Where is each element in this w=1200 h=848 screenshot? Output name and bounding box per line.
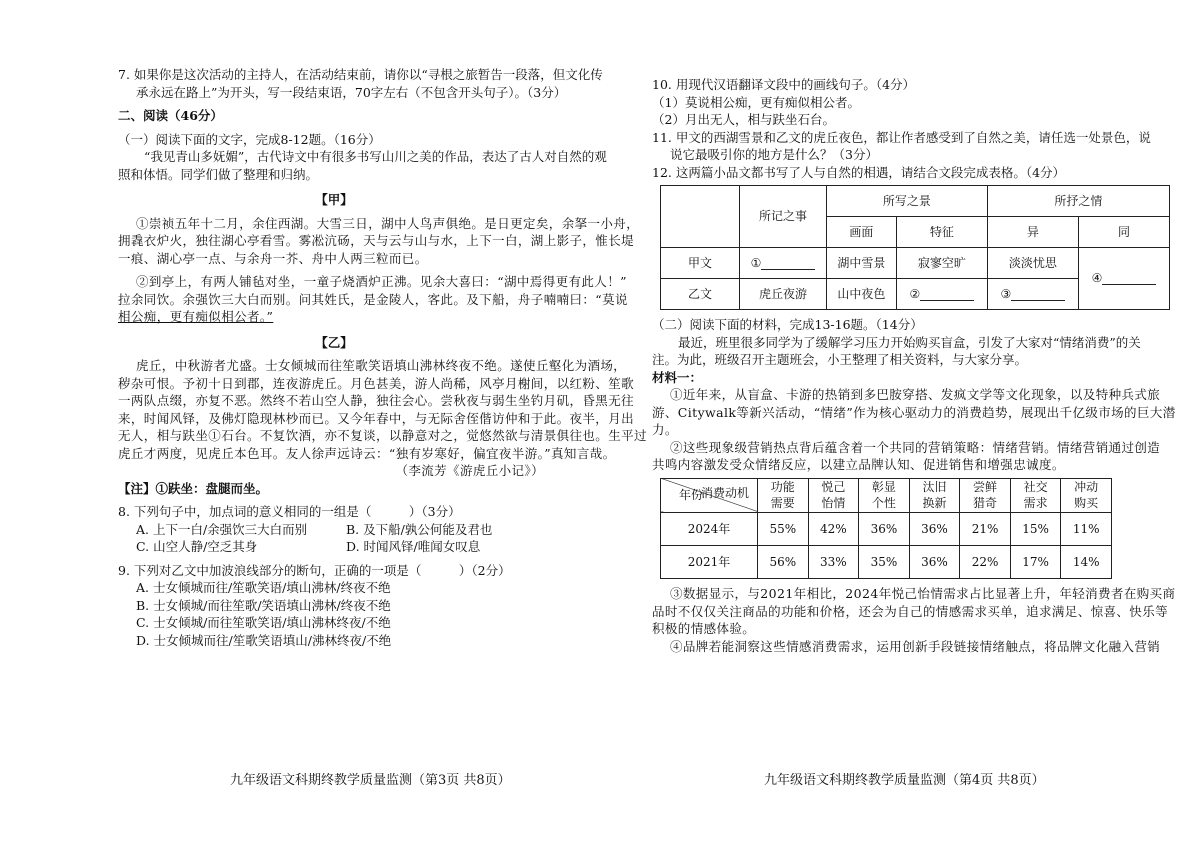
m2-line-2: 共鸣内容激发受众情绪反应，以建立品牌认知、促进销售和增强忠诚度。 bbox=[652, 457, 1065, 472]
q7-line-2: 承永远在路上”为开头，写一段结束语，70字左右（不包含开头句子）。（3分） bbox=[136, 84, 567, 100]
corner-motive: 消费动机 bbox=[700, 485, 749, 500]
m3-line-3: 积极的情感体验。 bbox=[652, 621, 756, 637]
row-label-jia: 甲文 bbox=[661, 248, 740, 279]
part2-instruction: （二）阅读下面的材料，完成13-16题。（14分） bbox=[652, 317, 923, 332]
table-cell: 14% bbox=[1061, 546, 1112, 579]
blank-3-cell[interactable]: ③ bbox=[987, 279, 1078, 310]
jia-p2-line-2: 拉余同饮。余强饮三大白而别。问其姓氏，是金陵人，客此。及下船，舟子喃喃曰：“莫说 bbox=[118, 291, 628, 307]
yi-line-1: 虎丘，中秋游者尤盛。士女倾城而往笙歌笑语填山沸林终夜不绝。遂使丘壑化为酒场， bbox=[136, 358, 627, 373]
page-4 bbox=[600, 0, 1200, 848]
q8-options bbox=[118, 521, 550, 556]
m1-line-2: 游、Citywalk等新兴活动，“情绪”作为核心驱动力的消费趋势，展现出千亿级市场的巨大潜 bbox=[652, 404, 1176, 420]
underlined-sentence: 相公痴，更有痴似相公者。” bbox=[118, 309, 274, 324]
q7-line-1: 7. 如果你是这次活动的主持人，在活动结束前，请你以“寻根之旅暂告一段落，但文化传 bbox=[118, 67, 603, 82]
yi-line-2: 秽杂可恨。予初十日到郡，连夜游虎丘。月色甚美，游人尚稀，风亭月榭间，以红粉、笙歌 bbox=[118, 375, 635, 391]
table-diagonal-header bbox=[661, 478, 758, 513]
col-header-3: 彰显 个性 bbox=[859, 478, 910, 513]
q9-option-a: A. 士女倾城而往/笙歌笑语/填山沸林/终夜不绝 bbox=[136, 580, 391, 595]
jia-picture: 湖中雪景 bbox=[827, 248, 897, 279]
header-event: 所记之事 bbox=[740, 186, 827, 248]
blank-2-cell[interactable]: ② bbox=[896, 279, 987, 310]
table-cell: 56% bbox=[758, 546, 809, 579]
q11-line-2: 说它最吸引你的地方是什么？（3分） bbox=[670, 147, 878, 162]
corner-year: 年份 bbox=[679, 488, 704, 503]
jia-p1-line-3: 一痕、湖心亭一点、与余舟一芥、舟中人两三粒而已。 bbox=[118, 250, 428, 266]
passage-source: （李流芳《游虎丘小记》） bbox=[395, 463, 544, 478]
table-cell: 17% bbox=[1010, 546, 1061, 579]
header-difference: 异 bbox=[987, 217, 1078, 248]
header-picture: 画面 bbox=[827, 217, 897, 248]
page-footer: 九年级语文科期终教学质量监测（第3页 共8页） bbox=[230, 773, 511, 788]
q8-stem: 8. 下列句子中，加点词的意义相同的一组是（ ）（3分） bbox=[118, 504, 461, 519]
q10-item-1: （1）莫说相公痴，更有痴似相公者。 bbox=[652, 94, 860, 110]
yi-event: 虎丘夜游 bbox=[740, 279, 827, 310]
jia-feature: 寂寥空旷 bbox=[896, 248, 987, 279]
table-cell: 35% bbox=[859, 546, 910, 579]
intro-line-1: “我见青山多妩媚”，古代诗文中有很多书写山川之美的作品，表达了古人对自然的观 bbox=[144, 149, 607, 164]
m1-line-1: ①近年来，从盲盒、卡游的热销到多巴胺穿搭、发疯文学等文化现象，以及特种兵式旅 bbox=[670, 387, 1161, 402]
q10-item-2: （2）月出无人，相与趺坐石台。 bbox=[652, 112, 835, 127]
row-year: 2024年 bbox=[661, 513, 758, 546]
answer-blank-4[interactable] bbox=[1102, 272, 1156, 285]
col-header-5: 尝鲜 猎奇 bbox=[960, 478, 1011, 513]
m2-line-1: ②这些现象级营销热点背后蕴含着一个共同的营销策略：情绪营销。情绪营销通过创造 bbox=[670, 439, 1161, 455]
table-cell: 11% bbox=[1061, 513, 1112, 546]
col-header-6: 社交 需求 bbox=[1010, 478, 1061, 513]
intro2-line-1: 最近，班里很多同学为了缓解学习压力开始购买盲盒，引发了大家对“情绪消费”的关 bbox=[678, 334, 1141, 350]
table-cell: 36% bbox=[909, 513, 960, 546]
q9-option-c: C. 士女倾城/而往笙歌笑语/填山沸林终夜/不绝 bbox=[136, 615, 391, 630]
page-footer: 九年级语文科期终教学质量监测（第4页 共8页） bbox=[764, 773, 1045, 788]
q8-option-d: D. 时闻风铎/唯闻女叹息 bbox=[346, 539, 481, 554]
consumption-motive-table bbox=[660, 478, 1112, 580]
col-header-7: 冲动 购买 bbox=[1061, 478, 1112, 513]
table-cell: 55% bbox=[758, 513, 809, 546]
table-row bbox=[661, 513, 1112, 546]
table-corner bbox=[661, 186, 740, 248]
q10-stem: 10. 用现代汉语翻译文段中的画线句子。（4分） bbox=[652, 77, 916, 92]
jia-p1-line-2: 拥毳衣炉火，独往湖心亭看雪。雾凇沆砀，天与云与山与水，上下一白，湖上影子，惟长堤 bbox=[118, 233, 635, 248]
part1-instruction: （一）阅读下面的文字，完成8-12题。（16分） bbox=[118, 131, 381, 147]
q9-stem: 9. 下列对乙文中加波浪线部分的断句，正确的一项是（ ）（2分） bbox=[118, 562, 511, 578]
header-same: 同 bbox=[1078, 217, 1169, 248]
blank-4-cell[interactable]: ④ bbox=[1078, 248, 1169, 310]
q8-option-c: C. 山空人静/空乏其身 bbox=[136, 539, 258, 554]
yi-picture: 山中夜色 bbox=[827, 279, 897, 310]
intro2-line-2: 注。为此，班级召开主题班会，小王整理了相关资料，与大家分享。 bbox=[652, 352, 1028, 367]
table-cell: 42% bbox=[808, 513, 859, 546]
m3-line-1: ③数据显示，与2021年相比，2024年悦己怡情需求占比显著上升，年轻消费者在购买商 bbox=[670, 586, 1176, 602]
table-cell: 21% bbox=[960, 513, 1011, 546]
material-1-label: 材料一： bbox=[652, 369, 703, 385]
header-feeling: 所抒之情 bbox=[987, 186, 1169, 217]
header-scene: 所写之景 bbox=[827, 186, 988, 217]
q8-option-b: B. 及下船/孰公何能及君也 bbox=[346, 521, 493, 537]
answer-blank-2[interactable] bbox=[920, 288, 974, 301]
jia-difference: 淡淡忧思 bbox=[987, 248, 1078, 279]
intro-line-2: 照和体悟。同学们做了整理和归纳。 bbox=[118, 166, 319, 182]
section-reading-title: 二、阅读（46分） bbox=[118, 108, 223, 123]
table-row bbox=[661, 546, 1112, 579]
col-header-1: 功能 需要 bbox=[758, 478, 809, 513]
table-cell: 33% bbox=[808, 546, 859, 579]
yi-line-4: 来，时闻风铎，及佛灯隐现林杪而已。又今年春中，与无际舍侄偕访仲和于此。夜半，月出 bbox=[118, 410, 635, 426]
answer-blank-3[interactable] bbox=[1011, 288, 1065, 301]
col-header-2: 悦己 怡情 bbox=[808, 478, 859, 513]
q12-stem: 12. 这两篇小品文都书写了人与自然的相遇，请结合文段完成表格。（4分） bbox=[652, 164, 1066, 180]
m4-line-1: ④品牌若能洞察这些情感消费需求，运用创新手段链接情绪触点，将品牌文化融入营销 bbox=[670, 638, 1161, 654]
q11-line-1: 11. 甲文的西湖雪景和乙文的虎丘夜色，都让作者感受到了自然之美，请任选一处景色，说 bbox=[652, 129, 1151, 145]
jia-p2-line-1: ②到亭上，有两人铺毡对坐，一童子烧酒炉正沸。见余大喜曰：“湖中焉得更有此人！” bbox=[136, 274, 627, 289]
table-cell: 36% bbox=[859, 513, 910, 546]
table-cell: 15% bbox=[1010, 513, 1061, 546]
passage-yi-heading: 【乙】 bbox=[315, 334, 353, 350]
yi-line-6: 虎丘才两度，见虎丘本色耳。友人徐声远诗云：“独有岁寒好，偏宜夜半游。”真知言哉。 bbox=[118, 445, 616, 461]
yi-line-3: 一两队点缀，亦复不恶。然终不若山空人静，独往会心。尝秋夜与弱生坐钓月矶，昏黑无往 bbox=[118, 393, 635, 408]
col-header-4: 汰旧 换新 bbox=[909, 478, 960, 513]
m1-line-3: 力。 bbox=[652, 422, 678, 437]
answer-blank-1[interactable] bbox=[761, 257, 815, 270]
q9-option-d: D. 士女倾城而往/笙歌笑语填山/沸林终夜/不绝 bbox=[136, 632, 392, 648]
annotation-note: 【注】①趺坐：盘腿而坐。 bbox=[118, 480, 269, 496]
row-label-yi: 乙文 bbox=[661, 279, 740, 310]
table-cell: 36% bbox=[909, 546, 960, 579]
q12-answer-table bbox=[660, 185, 1170, 310]
q9-option-b: B. 士女倾城/而往笙歌/笑语填山沸林/终夜不绝 bbox=[136, 597, 391, 613]
yi-line-5: 无人，相与趺坐①石台。不复饮酒，亦不复谈，以静意对之，觉悠然欲与清景俱往也。生平过 bbox=[118, 428, 647, 443]
jia-p2-line-3 bbox=[118, 308, 550, 326]
header-feature: 特征 bbox=[896, 217, 987, 248]
q8-option-a: A. 上下一白/余强饮三大白而别 bbox=[136, 521, 308, 537]
m3-line-2: 品时不仅仅关注商品的功能和价格，还会为自己的情感需求买单，追求满足、惊喜、快乐等 bbox=[652, 603, 1169, 619]
jia-p1-line-1: ①崇祯五年十二月，余住西湖。大雪三日，湖中人鸟声俱绝。是日更定矣，余拏一小舟， bbox=[136, 215, 640, 231]
passage-jia-heading: 【甲】 bbox=[315, 192, 353, 207]
table-cell: 22% bbox=[960, 546, 1011, 579]
row-year: 2021年 bbox=[661, 546, 758, 579]
blank-1-cell[interactable]: ① bbox=[740, 248, 827, 279]
